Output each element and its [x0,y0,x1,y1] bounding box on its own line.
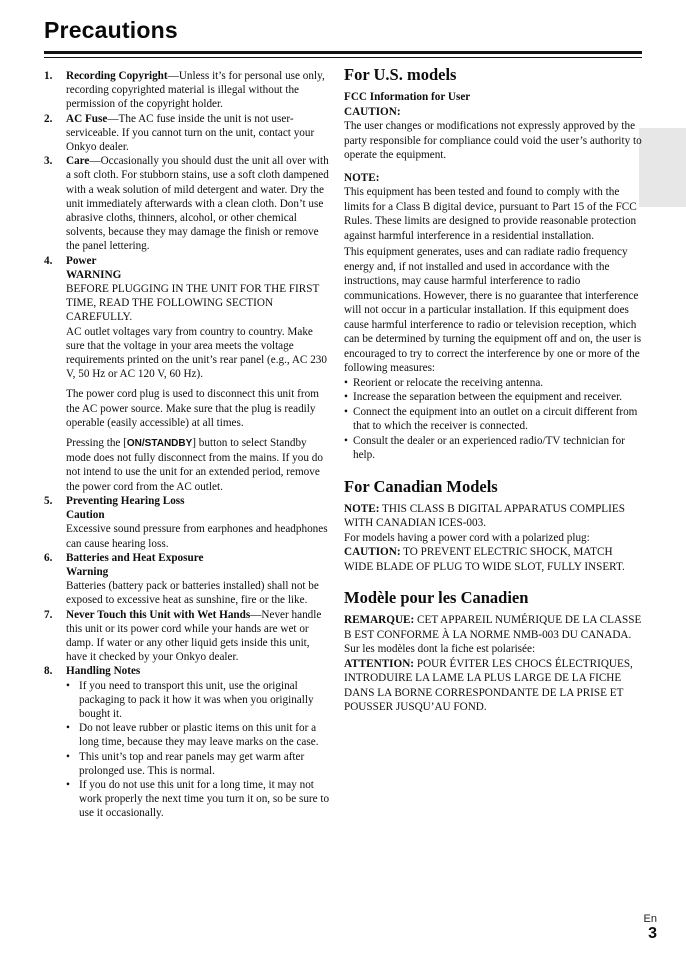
bullet-icon: • [344,434,348,447]
section-canadian-models [344,476,642,575]
item-title: Power [66,254,97,267]
list-item-handling-notes [44,664,333,820]
bullet-item [344,434,642,463]
item-paragraph: The power cord plug is used to disconnect this unit from the AC power source. Make sure that the plug is readily operable (easily accessible) at all times. [66,388,319,429]
bullet-text: If you do not use this unit for a long time, it may not work properly the next time you turn it on, so be sure to use it occasionally. [79,778,330,820]
bullet-item [66,750,333,778]
remarque-text: CET APPAREIL NUMÉRIQUE DE LA CLASSE B EST CONFORME À LA NORME NMB-003 DU CANADA. [344,614,642,641]
warning-text: BEFORE PLUGGING IN THE UNIT FOR THE FIRST TIME, READ THE FOLLOWING SECTION CAREFULLY. [66,283,320,324]
item-text: —Never handle this unit or its power cord while your hands are wet or damp. If water or any other liquid gets inside this unit, have it checked by your Onkyo dealer. [66,608,322,664]
item-title: Batteries and Heat Exposure [66,551,204,564]
item-paragraph: AC outlet voltages vary from country to country. Make sure that the voltage in your area meets the voltage requirements printed on the unit’s rear panel (e.g., AC 230 V, 50 Hz or AC 120 V, 60 Hz). [66,325,327,381]
item-text: —Unless it’s for personal use only, recording copyrighted material is illegal without the permission of the copyright holder. [66,70,325,111]
bullet-icon: • [344,405,348,418]
page-title: Precautions [44,17,178,43]
attention-text: POUR ÉVITER LES CHOCS ÉLECTRIQUES, INTRODUIRE LA LAME LA PLUS LARGE DE LA FICHE DANS LA BORNE CORRESPONDANTE DE LA PRISE ET POUSSER JUSQU’AU FOND. [344,657,633,713]
item-number: 7. [44,608,53,621]
section-heading: For Canadian Models [344,476,498,496]
bullet-item [66,721,333,749]
bullet-item [344,376,642,391]
warning-label: WARNING [66,268,122,281]
item-number: 6. [44,551,53,564]
list-item-ac-fuse [44,112,333,155]
bullet-item [66,778,333,821]
item-text: Pressing the [ [66,437,127,450]
note-text: THIS CLASS B DIGITAL APPARATUS COMPLIES WITH CANADIAN ICES-003. [344,502,625,529]
bullet-item [66,679,333,722]
title-rule [44,51,642,58]
item-number: 3. [44,155,53,168]
caution-paragraph [344,545,642,574]
remarque-paragraph [344,613,642,642]
item-text: —Occasionally you should dust the unit all over with a soft cloth. For stubborn stains, use a soft cloth dampened with a weak solution of mild detergent and water. Dry the unit immediately afterwards with a clean cloth. Don’t use abrasive cloths, thinners, alcohol, or other chemical solvents, because they may damage the finish or remove the panel lettering. [66,155,329,253]
item-title: Preventing Hearing Loss [66,494,185,507]
right-column [344,64,642,715]
item-number: 4. [44,254,53,267]
page-number: 3 [648,925,657,942]
caution-label: CAUTION: [344,546,401,558]
item-number: 1. [44,70,53,82]
item-title: Handling Notes [66,665,141,678]
item-text: ] button to select Standby mode does not fully disconnect from the mains. If you do not intend to use the unit for an extended period, remove the power cord from the AC outlet. [66,437,323,493]
list-item-wet-hands [44,608,333,665]
item-title: AC Fuse [66,112,108,125]
attention-label: ATTENTION: [344,657,415,670]
item-text: —The AC fuse inside the unit is not user-serviceable. If you cannot turn on the unit, contact your Onkyo dealer. [66,112,315,154]
bullet-icon: • [344,391,348,403]
bullet-text: Connect the equipment into an outlet on a circuit different from that to which the receiver is connected. [353,405,638,432]
fcc-subheading: FCC Information for User [344,91,471,103]
list-item-batteries [44,551,333,608]
language-label: En [643,913,657,925]
item-number: 2. [44,112,53,125]
item-text: Excessive sound pressure from earphones and headphones can cause hearing loss. [66,523,328,550]
item-number: 8. [44,665,53,678]
section-us-models [344,64,642,463]
section-heading: For U.S. models [344,65,457,84]
bullet-icon: • [66,778,70,791]
bullet-icon: • [66,722,70,735]
note-paragraph [344,502,642,531]
attention-paragraph [344,657,642,715]
item-title: Never Touch this Unit with Wet Hands [66,608,251,621]
caution-text: The user changes or modifications not expressly approved by the party responsible for compliance could void the user’s authority to operate the equipment. [344,120,642,161]
note-label: NOTE: [344,502,380,515]
bullet-text: Do not leave rubber or plastic items on this unit for a long time, because they may leave marks on the case. [79,722,319,749]
bullet-text: If you need to transport this unit, use the original packaging to pack it how it was when you originally bought it. [79,679,314,720]
list-item-care [44,154,333,253]
section-edge-tab [639,128,686,207]
bullet-text: Increase the separation between the equipment and receiver. [353,391,622,403]
bullet-text: Reorient or relocate the receiving antenna. [353,376,544,389]
warning-label: Warning [66,565,109,578]
note-label: NOTE: [344,171,380,184]
polarized-plug-text-fr: Sur les modèles dont la fiche est polarisée: [344,643,536,655]
note-paragraph: This equipment has been tested and found to comply with the limits for a Class B digital device, pursuant to Part 15 of the FCC Rules. These limits are designed to provide reasonable protection against harmful interference in a residential installation. [344,186,637,242]
caution-label: CAUTION: [344,105,401,118]
bullet-text: Consult the dealer or an experienced radio/TV technician for help. [353,434,625,461]
remarque-label: REMARQUE: [344,614,415,626]
bullet-icon: • [66,679,70,692]
item-number: 5. [44,494,53,507]
on-standby-button-label: ON/STANDBY [126,438,193,450]
section-canadien-francais [344,587,642,715]
list-item-recording-copyright [44,69,333,112]
bullet-icon: • [344,376,348,389]
polarized-plug-text: For models having a power cord with a polarized plug: [344,531,590,544]
section-heading: Modèle pour les Canadien [344,588,529,607]
caution-text: TO PREVENT ELECTRIC SHOCK, MATCH WIDE BLADE OF PLUG TO WIDE SLOT, FULLY INSERT. [344,546,625,573]
note-paragraph: This equipment generates, uses and can radiate radio frequency energy and, if not installed and used in accordance with the instructions, may cause harmful interference to radio communications. However, there is no guarantee that interference will not occur in a particular installation. If this equipment does cause harmful interference to radio or television reception, which can be determined by turning the equipment off and on, the user is encouraged to try to correct the interference by one or more of the following measures: [344,246,642,374]
list-item-power [44,254,333,494]
bullet-item [344,390,642,405]
item-title: Care [66,155,90,168]
list-item-hearing-loss [44,494,333,551]
bullet-text: This unit’s top and rear panels may get warm after prolonged use. This is normal. [79,750,305,777]
item-text: Batteries (battery pack or batteries installed) shall not be exposed to excessive heat as sunshine, fire or the like. [66,580,319,607]
item-title: Recording Copyright [66,70,168,82]
bullet-icon: • [66,750,70,763]
caution-label: Caution [66,509,105,522]
bullet-item [344,405,642,434]
left-column [44,69,333,821]
item-paragraph [66,436,333,494]
